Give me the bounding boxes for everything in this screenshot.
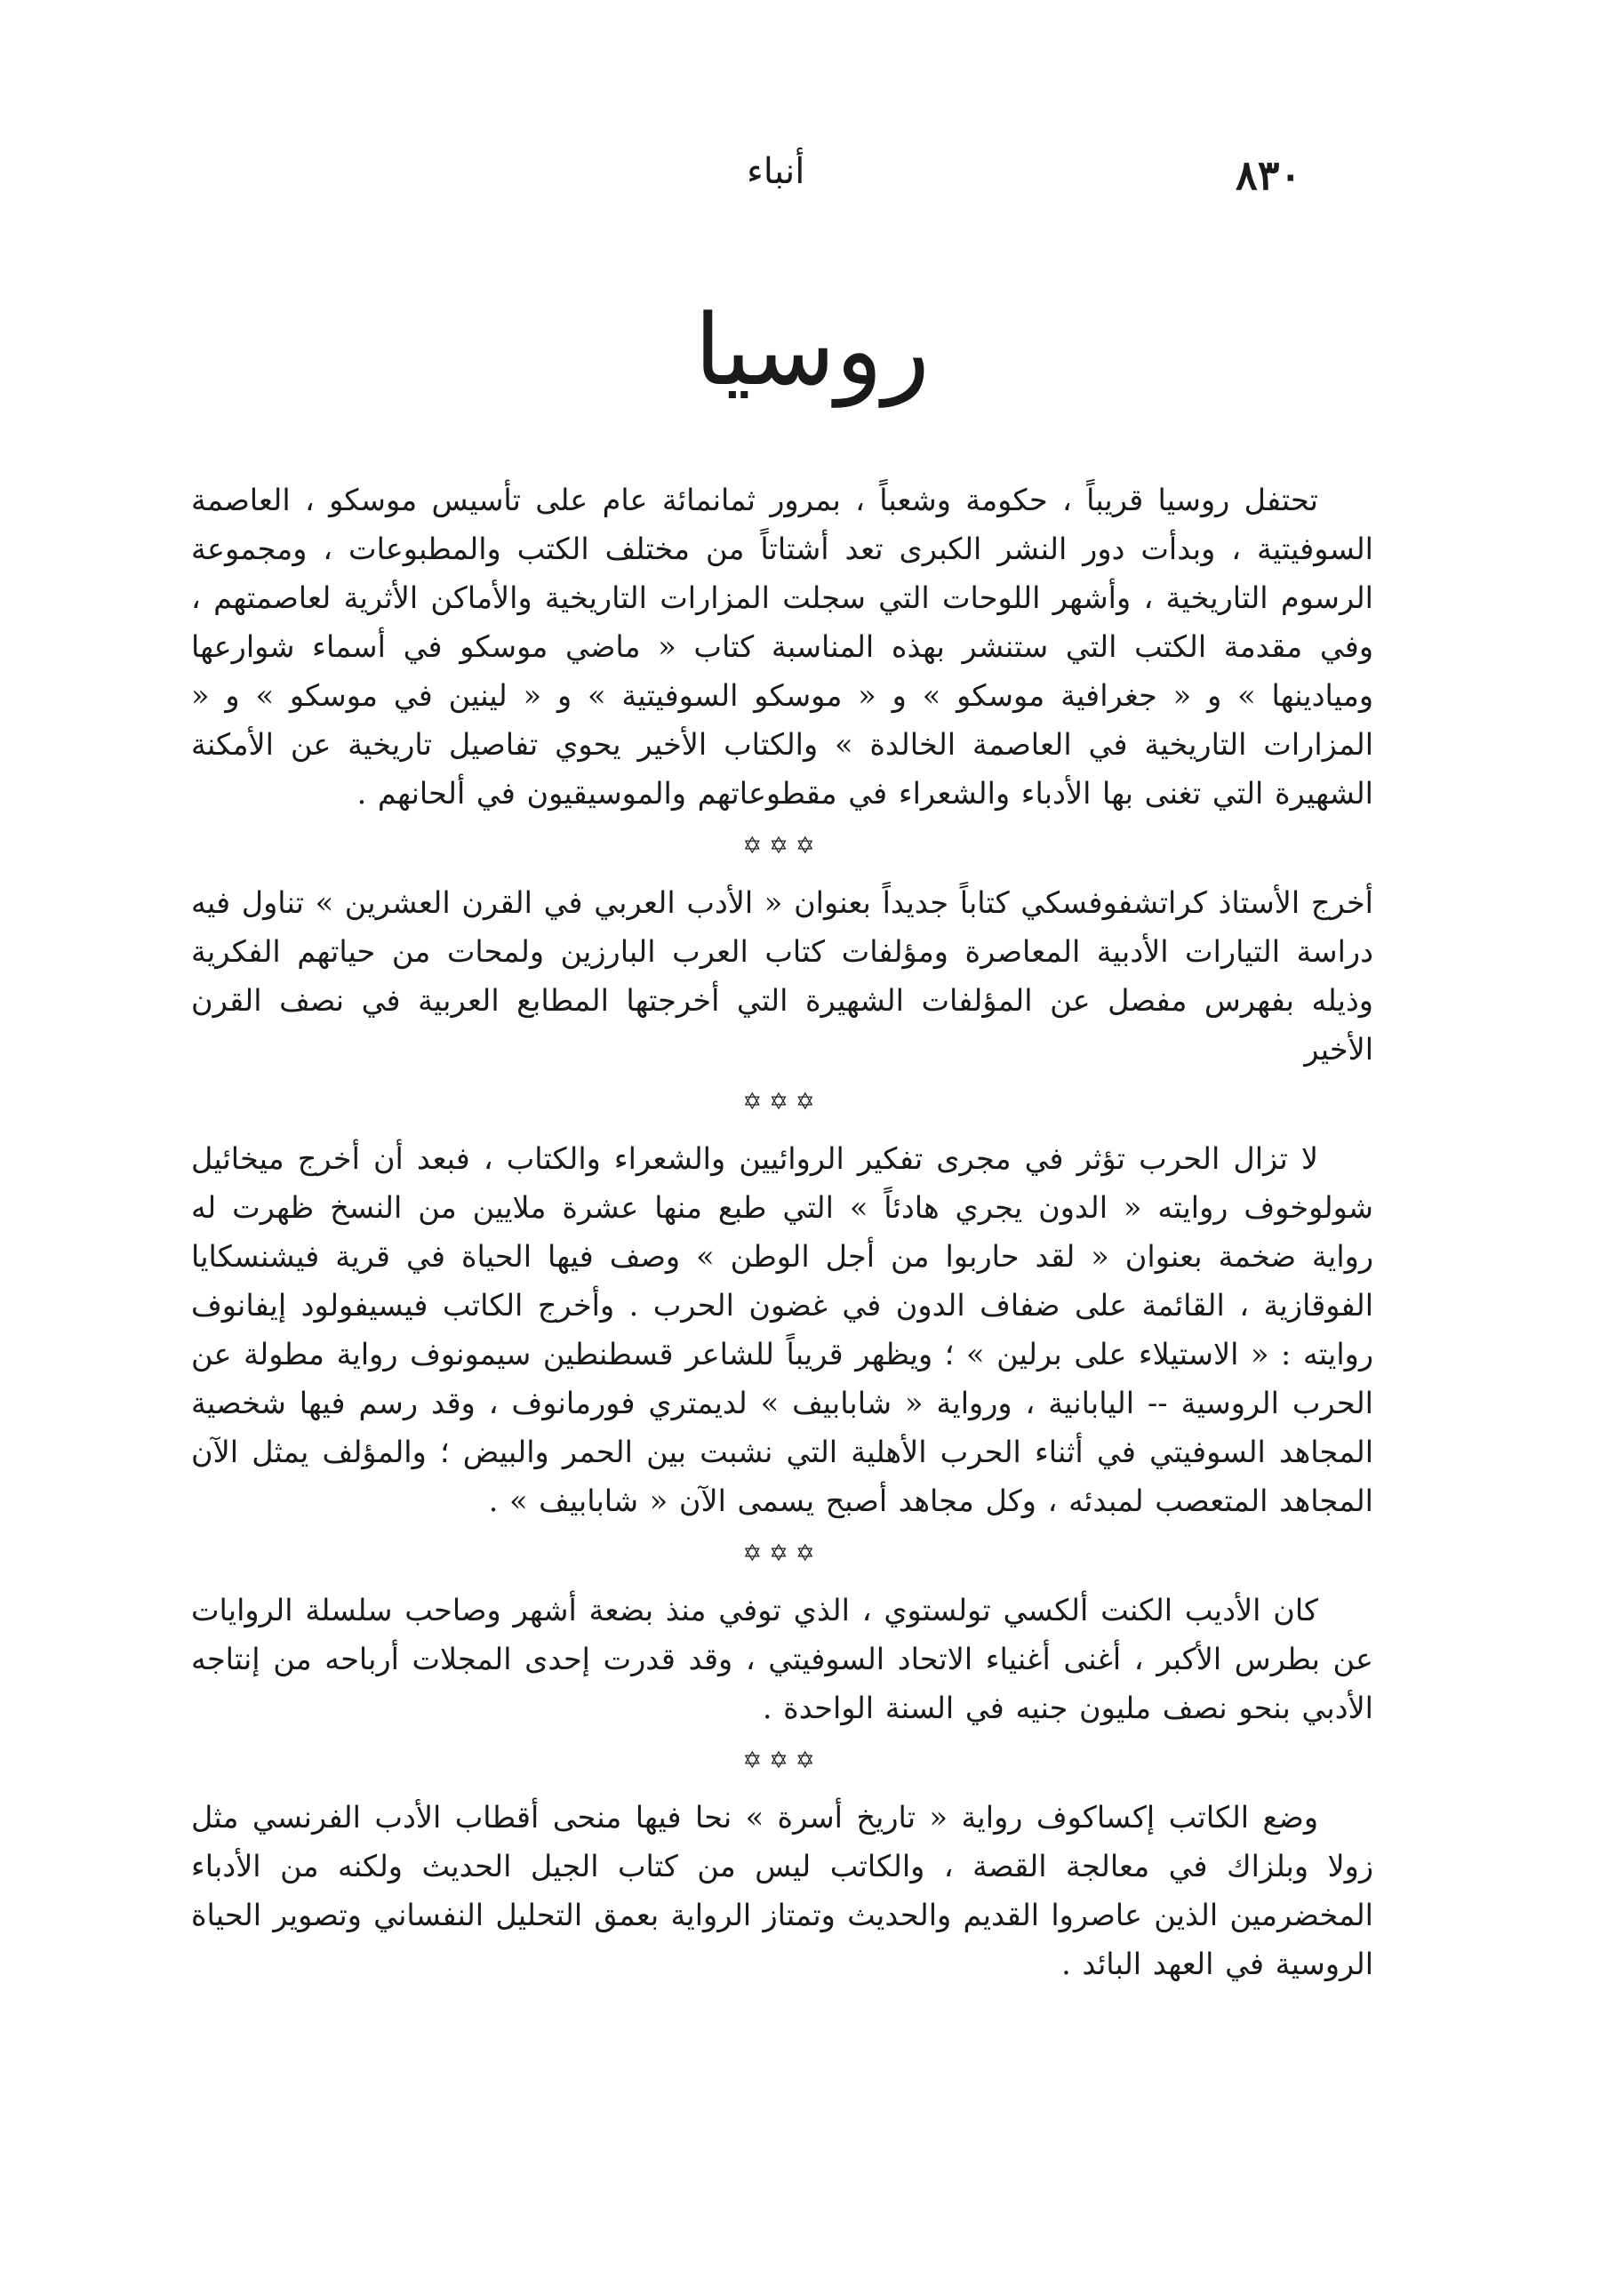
paragraph-krachkovsky-book: أخرج الأستاذ كراتشفوفسكي كتاباً جديداً بعنوان « الأدب العربي في القرن العشرين » تناول فيه دراسة التيارات الأدبية المعاصرة ومؤلفات كتاب العرب البارزين ولمحات من حياتهم الفكرية وذيله بفهرس مفصل عن المؤلفات الشهيرة التي أخرجتها المطابع العربية في نصف القرن الأخير (191, 885, 1373, 1067)
paragraph-moscow-anniversary: تحتفل روسيا قريباً ، حكومة وشعباً ، بمرور ثمانمائة عام على تأسيس موسكو ، العاصمة السوفيتية ، وبدأت دور النشر الكبرى تعد أشتاتاً من مختلف الكتب والمطبوعات ، ومجموعة الرسوم التاريخية ، وأشهر اللوحات التي سجلت المزارات التاريخية والأماكن الأثرية لعاصمتهم ، وفي مقدمة الكتب التي ستنشر بهذه المناسبة كتاب « ماضي موسكو في أسماء شوارعها وميادينها » و « جغرافية موسكو » و « موسكو السوفيتية » و « لينين في موسكو » و « المزارات التاريخية في العاصمة الخالدة » والكتاب الأخير يحوي تفاصيل تاريخية عن الأمكنة الشهيرة التي تغنى بها الأدباء والشعراء في مقطوعاتهم والموسيقيون في ألحانهم . (191, 483, 1373, 811)
star-ornament-divider: ✡✡✡ (742, 1747, 822, 1774)
paragraph-war-novels: لا تزال الحرب تؤثر في مجرى تفكير الروائيين والشعراء والكتاب ، فبعد أن أخرج ميخائيل شولوخوف روايته « الدون يجري هادئاً » التي طبع منها عشرة ملايين من النسخ ظهرت له رواية ضخمة بعنوان « لقد حاربوا من أجل الوطن » وصف فيها الحياة في قرية فيشنسكايا الفوقازية ، القائمة على ضفاف الدون في غضون الحرب . وأخرج الكاتب فيسيفولود إيفانوف روايته : « الاستيلاء على برلين » ؛ ويظهر قريباً للشاعر قسطنطين سيمونوف رواية مطولة عن الحرب الروسية -- اليابانية ، ورواية « شابابيف » لديمتري فورمانوف ، وقد رسم فيها شخصية المجاهد السوفيتي في أثناء الحرب الأهلية التي نشبت بين الحمر والبيض ؛ والمؤلف يمثل الآن المجاهد المتعصب لمبدئه ، وكل مجاهد أصبح يسمى الآن « شابابيف » . (191, 1141, 1373, 1518)
paragraph-tolstoy: كان الأديب الكنت ألكسي تولستوي ، الذي توفي منذ بضعة أشهر وصاحب سلسلة الروايات عن بطرس الأكبر ، أغنى أغنياء الاتحاد السوفيتي ، وقد قدرت إحدى المجلات أرباحه من إنتاجه الأدبي بنحو نصف مليون جنيه في السنة الواحدة . (191, 1593, 1373, 1725)
article-body (191, 476, 1373, 1988)
article-title: روسيا (693, 293, 931, 407)
star-ornament-divider: ✡✡✡ (742, 1089, 822, 1116)
section-heading: أنباء (747, 151, 805, 192)
page-number: ٨٣٠ (1236, 151, 1302, 199)
running-head (0, 151, 1624, 213)
star-ornament-divider: ✡✡✡ (742, 833, 822, 860)
paragraph-aksakov-novel: وضع الكاتب إكساكوف رواية « تاريخ أسرة » نحا فيها منحى أقطاب الأدب الفرنسي مثل زولا وبلزاك في معالجة القصة ، والكاتب ليس من كتاب الجيل الحديث ولكنه من الأدباء المخضرمين الذين عاصروا القديم والحديث وتمتاز الرواية بعمق التحليل النفساني وتصوير الحياة الروسية في العهد البائد . (191, 1800, 1373, 1981)
star-ornament-divider: ✡✡✡ (742, 1540, 822, 1567)
